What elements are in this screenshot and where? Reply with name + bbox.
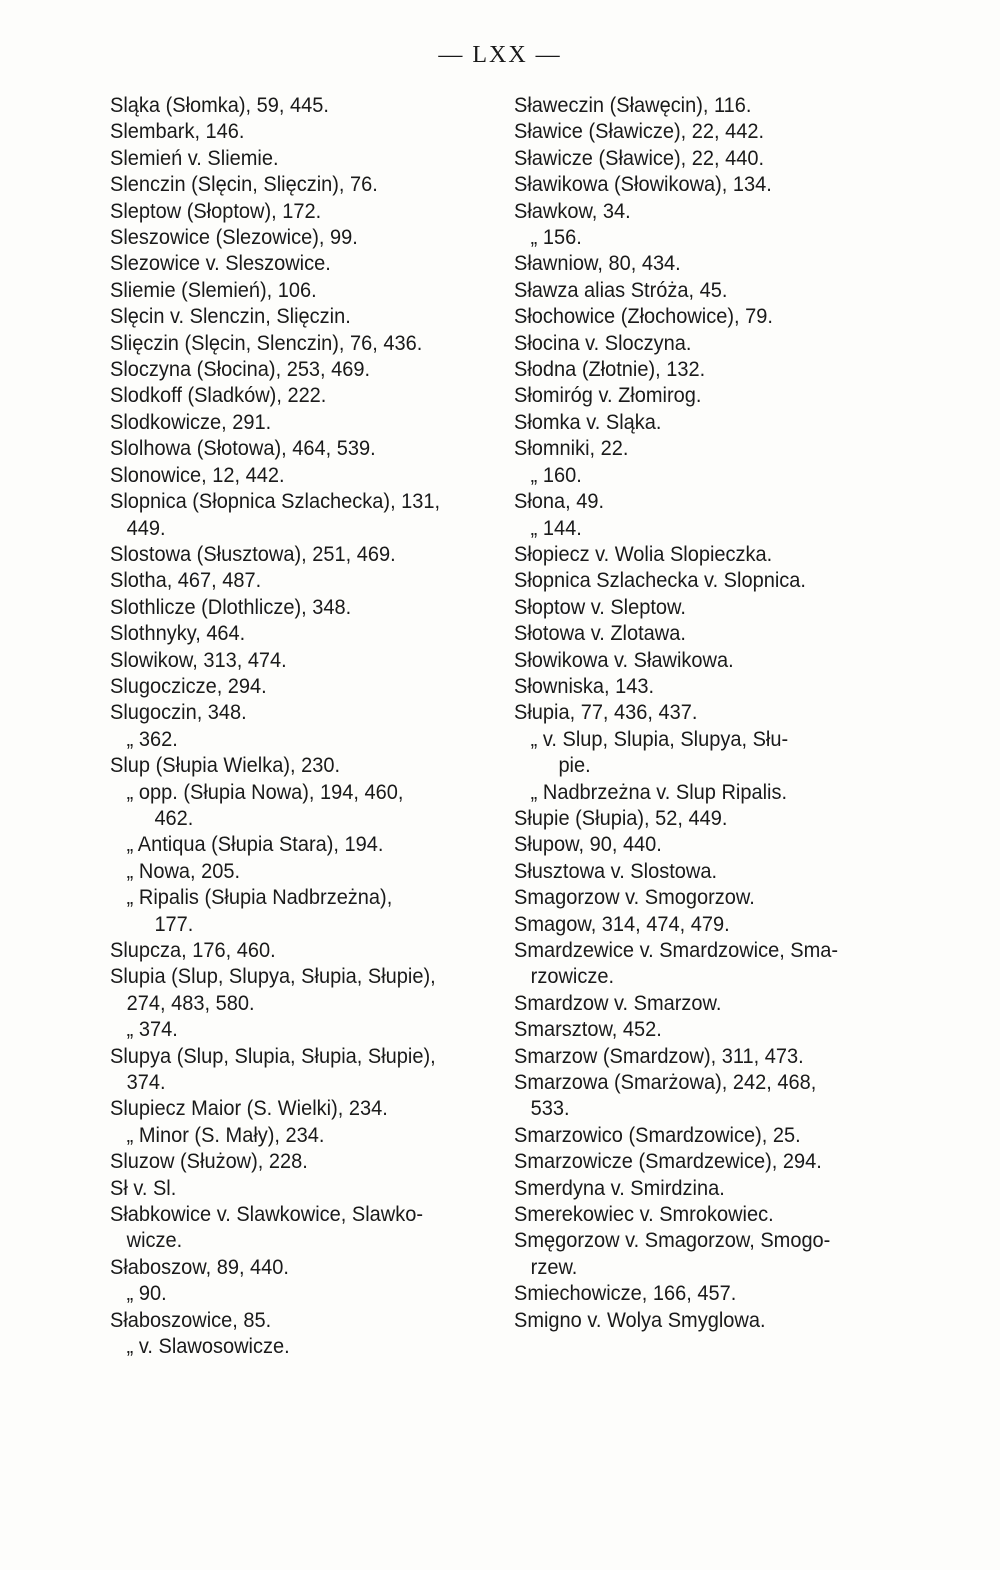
- index-entry: Słabkowice v. Slawkowice, Slawko-: [110, 1202, 424, 1227]
- index-entry: Smagow, 314, 474, 479.: [514, 911, 730, 936]
- index-entry: Sławeczin (Sławęcin), 116.: [514, 93, 752, 117]
- index-entry: Słusztowa v. Slostowa.: [514, 858, 718, 883]
- index-entry: „ 374.: [110, 1017, 178, 1042]
- index-entry: Słotowa v. Zlotawa.: [514, 621, 686, 646]
- index-entry: Słomiróg v. Złomirog.: [514, 383, 702, 408]
- index-entry: Słaboszowice, 85.: [110, 1307, 272, 1332]
- index-entry: 533.: [514, 1096, 570, 1121]
- index-entry: „ 160.: [514, 462, 582, 487]
- index-entry: Słomka v. Sląka.: [514, 409, 662, 434]
- index-entry: Smarzowico (Smardzowice), 25.: [514, 1122, 801, 1147]
- index-column-left: [110, 92, 501, 1360]
- index-entry: Slezowice v. Sleszowice.: [110, 251, 331, 276]
- index-entry: Sleszowice (Slezowice), 99.: [110, 225, 358, 250]
- index-entry: Sliemie (Slemień), 106.: [110, 277, 317, 302]
- index-entry: „ v. Slup, Slupia, Slupya, Słu-: [514, 726, 789, 751]
- index-entry: Smardzow v. Smarzow.: [514, 990, 722, 1015]
- index-entry: „ 362.: [110, 726, 178, 751]
- index-entry: Słupow, 90, 440.: [514, 832, 662, 857]
- index-entry: Sluzow (Służow), 228.: [110, 1149, 308, 1174]
- index-entry: Slemień v. Sliemie.: [110, 145, 279, 170]
- index-entry: Słopiecz v. Wolia Slopieczka.: [514, 541, 773, 566]
- index-entry: Slęcin v. Slenczin, Slięczin.: [110, 304, 351, 329]
- index-entry: Sławkow, 34.: [514, 198, 631, 223]
- index-entry: Slenczin (Slęcin, Slięczin), 76.: [110, 172, 378, 197]
- index-entry: „ 156.: [514, 225, 582, 250]
- index-entry: Sławice (Sławicze), 22, 442.: [514, 119, 765, 144]
- index-entry: Sławicze (Sławice), 22, 440.: [514, 145, 765, 170]
- index-entry: Smigno v. Wolya Smyglowa.: [514, 1307, 766, 1332]
- index-entry: Smęgorzow v. Smagorzow, Smogo-: [514, 1228, 831, 1253]
- index-entry: Smerdyna v. Smirdzina.: [514, 1175, 725, 1200]
- index-entry: Smagorzow v. Smogorzow.: [514, 885, 755, 910]
- index-entry: Slupiecz Maior (S. Wielki), 234.: [110, 1096, 388, 1121]
- page-number: — LXX —: [438, 42, 562, 68]
- index-entry: Smerekowiec v. Smrokowiec.: [514, 1202, 774, 1227]
- index-entry: „ Nadbrzeżna v. Slup Ripalis.: [514, 779, 788, 804]
- index-entry: Sloczyna (Słocina), 253, 469.: [110, 357, 371, 382]
- index-entry: „ Minor (S. Mały), 234.: [110, 1122, 325, 1147]
- index-entry: Sł v. Sl.: [110, 1175, 177, 1200]
- index-entry: Sleptow (Słoptow), 172.: [110, 198, 322, 223]
- index-entry: Slupya (Slup, Slupia, Słupia, Słupie),: [110, 1043, 436, 1068]
- index-entry: Słomniki, 22.: [514, 436, 629, 461]
- index-entry: Slugoczin, 348.: [110, 700, 247, 725]
- index-entry: pie.: [514, 753, 591, 778]
- index-entry: 374.: [110, 1070, 166, 1095]
- index-entry: Słoptow v. Sleptow.: [514, 594, 686, 619]
- index-entry: Slopnica (Słopnica Szlachecka), 131,: [110, 489, 441, 514]
- index-entry: rzew.: [514, 1254, 578, 1279]
- index-entry: Slotha, 467, 487.: [110, 568, 262, 593]
- index-entry: 274, 483, 580.: [110, 990, 255, 1015]
- index-entry: Sławniow, 80, 434.: [514, 251, 681, 276]
- index-entry: Sławza alias Stróża, 45.: [514, 277, 728, 302]
- index-entry: „ Antiqua (Słupia Stara), 194.: [110, 832, 384, 857]
- index-entry: 462.: [110, 805, 194, 830]
- index-entry: rzowicze.: [514, 964, 615, 989]
- index-entry: Slup (Słupia Wielka), 230.: [110, 753, 341, 778]
- index-entry: Slupcza, 176, 460.: [110, 938, 276, 962]
- index-entry: Słowniska, 143.: [514, 673, 655, 698]
- index-entry: Slembark, 146.: [110, 119, 245, 144]
- index-entry: Smiechowicze, 166, 457.: [514, 1281, 737, 1306]
- index-entry: Smarzowa (Smarżowa), 242, 468,: [514, 1070, 817, 1095]
- index-entry: Słodna (Złotnie), 132.: [514, 357, 706, 382]
- index-entry: „ Nowa, 205.: [110, 858, 241, 883]
- index-entry: „ 144.: [514, 515, 582, 540]
- index-entry: 177.: [110, 911, 194, 936]
- index-entry: Slostowa (Słusztowa), 251, 469.: [110, 541, 396, 566]
- index-entry: Słowikowa v. Sławikowa.: [514, 647, 734, 672]
- index-entry: Slonowice, 12, 442.: [110, 462, 285, 487]
- index-entry: Slothnyky, 464.: [110, 621, 246, 646]
- index-entry: Smarsztow, 452.: [514, 1017, 662, 1042]
- index-entry: Słochowice (Złochowice), 79.: [514, 304, 773, 329]
- index-entry: Slolhowa (Słotowa), 464, 539.: [110, 436, 376, 461]
- index-entry: Slugoczicze, 294.: [110, 673, 267, 698]
- index-entry: Slodkowicze, 291.: [110, 409, 272, 434]
- index-entry: Słupie (Słupia), 52, 449.: [514, 805, 728, 830]
- index-entry: wicze.: [110, 1228, 183, 1253]
- index-entry: Slodkoff (Sladków), 222.: [110, 383, 327, 408]
- index-entry: „ v. Slawosowicze.: [110, 1334, 290, 1359]
- index-entry: Słocina v. Sloczyna.: [514, 330, 692, 355]
- index-entry: Słupia, 77, 436, 437.: [514, 700, 698, 725]
- index-entry: Slięczin (Slęcin, Slenczin), 76, 436.: [110, 330, 423, 355]
- index-entry: Sławikowa (Słowikowa), 134.: [514, 172, 772, 197]
- index-column-right: [514, 92, 888, 1333]
- index-entry: „ 90.: [110, 1281, 167, 1306]
- index-entry: Smarzowicze (Smardzewice), 294.: [514, 1149, 822, 1174]
- index-entry: Smardzewice v. Smardzowice, Sma-: [514, 938, 839, 962]
- index-entry: Słopnica Szlachecka v. Slopnica.: [514, 568, 806, 593]
- index-entry: Slothlicze (Dlothlicze), 348.: [110, 594, 352, 619]
- index-entry: Slowikow, 313, 474.: [110, 647, 287, 672]
- index-entry: Słaboszow, 89, 440.: [110, 1254, 289, 1279]
- index-entry: Słona, 49.: [514, 489, 605, 514]
- index-entry: „ opp. (Słupia Nowa), 194, 460,: [110, 779, 404, 804]
- index-entry: Smarzow (Smardzow), 311, 473.: [514, 1043, 804, 1068]
- index-entry: Sląka (Słomka), 59, 445.: [110, 93, 329, 117]
- index-entry: „ Ripalis (Słupia Nadbrzeżna),: [110, 885, 393, 910]
- index-entry: 449.: [110, 515, 166, 540]
- index-entry: Slupia (Slup, Slupya, Słupia, Słupie),: [110, 964, 436, 989]
